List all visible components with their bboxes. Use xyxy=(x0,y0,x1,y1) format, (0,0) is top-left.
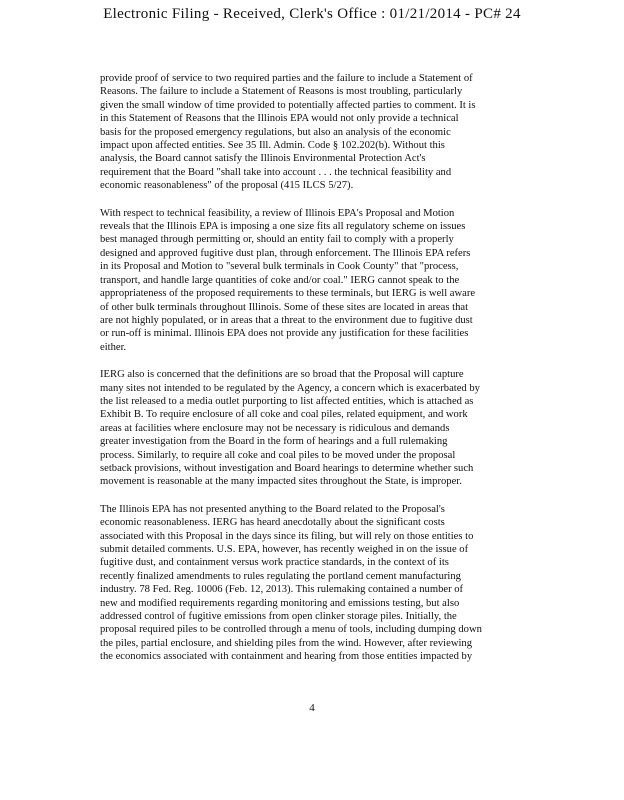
text-line: designed and approved fugitive dust plan, through enforcement. The Illinois EPA refers xyxy=(100,247,471,259)
text-line: the economics associated with containment and hearing from those entities impacted by xyxy=(100,651,473,663)
text-line: given the small window of time provided to potentially affected parties to comment. It is xyxy=(100,99,476,111)
text-line: impact upon affected entities. See 35 Ill. Admin. Code § 102.202(b). Without this xyxy=(100,140,445,152)
text-line: The Illinois EPA has not presented anything to the Board related to the Proposal's xyxy=(100,503,445,515)
filing-stamp-header: Electronic Filing - Received, Clerk's Office : 01/21/2014 - PC# 24 xyxy=(103,6,521,22)
text-line: Exhibit B. To require enclosure of all coke and coal piles, related equipment, and work xyxy=(100,409,468,421)
text-line: industry. 78 Fed. Reg. 10006 (Feb. 12, 2013). This rulemaking contained a number of xyxy=(100,584,464,596)
paragraph xyxy=(100,72,528,193)
text-line: of other bulk terminals throughout Illinois. Some of these sites are located in areas that xyxy=(100,301,469,313)
text-line: With respect to technical feasibility, a review of Illinois EPA's Proposal and Motion xyxy=(100,207,455,219)
text-line: setback provisions, without investigation and Board hearings to determine whether such xyxy=(100,462,474,474)
text-line: or run-off is minimal. Illinois EPA does not provide any justification for these facilities xyxy=(100,328,469,340)
text-line: provide proof of service to two required parties and the failure to include a Statement of xyxy=(100,73,473,84)
text-line: fugitive dust, and containment versus work practice standards, in the context of its xyxy=(100,557,449,569)
text-line: new and modified requirements regarding monitoring and emissions testing, but also xyxy=(100,597,460,609)
text-line: in its Proposal and Motion to "several bulk terminals in Cook County" that "process, xyxy=(100,261,459,273)
text-line: best managed through permitting or, should an entity fail to comply with a properly xyxy=(100,234,454,246)
text-line: in this Statement of Reasons that the Illinois EPA would not only provide a technical xyxy=(100,113,459,125)
page-number: 4 xyxy=(309,702,315,714)
text-line: economic reasonableness" of the proposal (415 ILCS 5/27). xyxy=(100,180,354,192)
text-line: Reasons. The failure to include a Statement of Reasons is most troubling, particularly xyxy=(100,86,463,98)
text-line: proposal required piles to be controlled through a menu of tools, including dumping down xyxy=(100,624,482,636)
paragraph xyxy=(100,503,528,664)
text-line: basis for the proposed emergency regulations, but also an analysis of the economic xyxy=(100,126,451,138)
text-line: the piles, partial enclosure, and shielding piles from the wind. However, after reviewing xyxy=(100,637,473,649)
text-line: reveals that the Illinois EPA is imposing a one size fits all regulatory scheme on issues xyxy=(100,221,466,233)
text-line: the list released to a media outlet purporting to list affected entities, which is attached as xyxy=(100,395,474,407)
text-line: are not highly populated, or in areas that a threat to the environment due to fugitive dust xyxy=(100,314,473,326)
text-line: associated with this Proposal in the days since its filing, but will rely on those entities to xyxy=(100,530,474,542)
text-line: movement is reasonable at the many impacted sites throughout the State, is improper. xyxy=(100,476,462,488)
text-line: submit detailed comments. U.S. EPA, however, has recently weighed in on the issue of xyxy=(100,544,469,555)
text-line: appropriateness of the proposed requirements to these terminals, but IERG is well aware xyxy=(100,288,476,300)
text-line: IERG also is concerned that the definitions are so broad that the Proposal will capture xyxy=(100,369,464,381)
text-line: areas at facilities where enclosure may not be necessary is ridiculous and demands xyxy=(100,422,450,434)
text-line: recently finalized amendments to rules regulating the portland cement manufacturing xyxy=(100,570,461,582)
text-line: many sites not intended to be regulated by the Agency, a concern which is exacerbated by xyxy=(100,382,480,394)
document-body xyxy=(100,72,528,678)
paragraph xyxy=(100,368,528,489)
text-line: analysis, the Board cannot satisfy the Illinois Environmental Protection Act's xyxy=(100,153,426,165)
text-line: requirement that the Board "shall take into account . . . the technical feasibility and xyxy=(100,166,452,178)
text-line: greater investigation from the Board in the form of hearings and a full rulemaking xyxy=(100,436,448,448)
text-line: addressed control of fugitive emissions from open clinker storage piles. Initially, the xyxy=(100,611,457,623)
paragraph xyxy=(100,207,528,354)
text-line: either. xyxy=(100,341,127,353)
text-line: transport, and handle large quantities of coke and/or coal." IERG cannot speak to the xyxy=(100,274,460,286)
text-line: economic reasonableness. IERG has heard anecdotally about the significant costs xyxy=(100,517,445,529)
text-line: process. Similarly, to require all coke and coal piles to be moved under the proposal xyxy=(100,449,456,461)
